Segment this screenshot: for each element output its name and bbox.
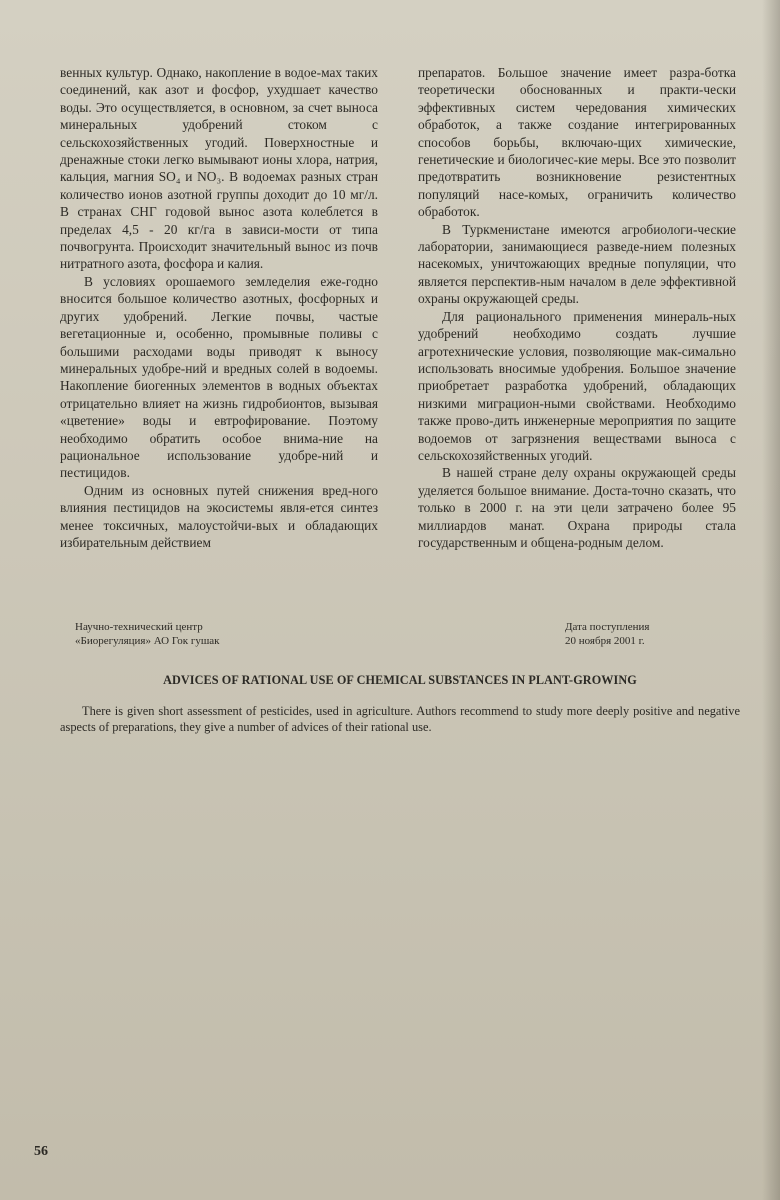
affiliation-line: «Биорегуляция» АО Гок гушак — [75, 635, 220, 647]
paragraph: В нашей стране делу охраны окружающей среды уделяется большое внимание. Доста-точно сказать, что только в 2000 г. на эти цели затрачено более 95 миллиардов манат. Охрана природы стала государственным и общена-родным делом. — [418, 465, 736, 550]
left-text-column — [60, 64, 378, 551]
english-abstract: There is given short assessment of pesticides, used in agriculture. Authors recommend to study more deeply positive and negative aspects of preparations, they give a number of advices of their rational use. — [60, 704, 740, 734]
received-value: 20 ноября 2001 г. — [565, 635, 645, 647]
paragraph: В Туркменистане имеются агробиологи-ческие лаборатории, занимающиеся разведе-нием полезных насекомых, уничтожающих вредные популяции, что является перспектив-ным началом в деле эффективной охраны окружающей среды. — [418, 221, 736, 307]
page-edge-shadow — [762, 0, 780, 1200]
paragraph: В условиях орошаемого земледелия еже-годно вносится большое количество азотных, фосфорных и других удобрений. Легкие почвы, частые вегетационные и, особенно, промывные поливы с большими расходами воды приводят к выносу минеральных удобре-ний и вредных солей в водоемы. Накопление биогенных элементов в водных объектах отрицательно влияет на жизнь гидробионтов, вызывая «цветение» воды и евтрофирование. Поэтому необходимо обратить особое внима-ние на рациональное использование удобре-ний и пестицидов. — [60, 273, 378, 481]
affiliation-line: Научно-технический центр — [75, 621, 203, 633]
paragraph: Для рационального применения минераль-ных удобрений необходимо создать лучшие агротехнические условия, позволяющие мак-симально использовать вносимые удобрения. Большое значение приобретает разработка удобрений, обладающих низкими миграцион-ными свойствами. Необходимо также прово-дить инженерные мероприятия по защите водоемов от загрязнения веществами выноса с сельскохозяйственных угодий. — [418, 308, 736, 463]
paragraph: препаратов. Большое значение имеет разра-ботка теоретически обоснованных и практи-чески эффективных систем чередования химических обработок, а также создание интегрированных способов борьбы, включаю-щих химические, генетические и биологичес-кие меры. Все это позволит предотвратить возникновение резистентных популяций насе-комых, ограничить количество обработок. — [418, 65, 736, 220]
page-number: 56 — [34, 1144, 48, 1159]
paragraph: венных культур. Однако, накопление в водое-мах таких соединений, как азот и фосфор, ухудшает качество воды. Это осуществляется, в основном, за счет выноса минеральных удобрений стоком с сельскохозяйственных угодий. Поверхностные и дренажные стоки легко вымывают ионы хлора, натрия, кальция, магния SO₄ и NO₃. В водоемах разных стран количество ионов азотной группы доходит до 10 мг/л. В странах СНГ годовой вынос азота колеблется в пределах 4,5 - 20 кг/га в зависи-мости от типа почвогрунта. Происходит значительный вынос из почв нитратного азота, фосфора и калия. — [60, 65, 378, 272]
right-text-column — [418, 64, 736, 551]
received-label: Дата поступления — [565, 621, 650, 633]
received-date — [565, 620, 649, 648]
paragraph: Одним из основных путей снижения вред-ного влияния пестицидов на экосистемы явля-ется синтез менее токсичных, малоустойчи-вых и обладающих избирательным действием — [60, 482, 378, 550]
english-title: ADVICES OF RATIONAL USE OF CHEMICAL SUBSTANCES IN PLANT-GROWING — [163, 673, 637, 687]
author-affiliation — [75, 620, 220, 648]
